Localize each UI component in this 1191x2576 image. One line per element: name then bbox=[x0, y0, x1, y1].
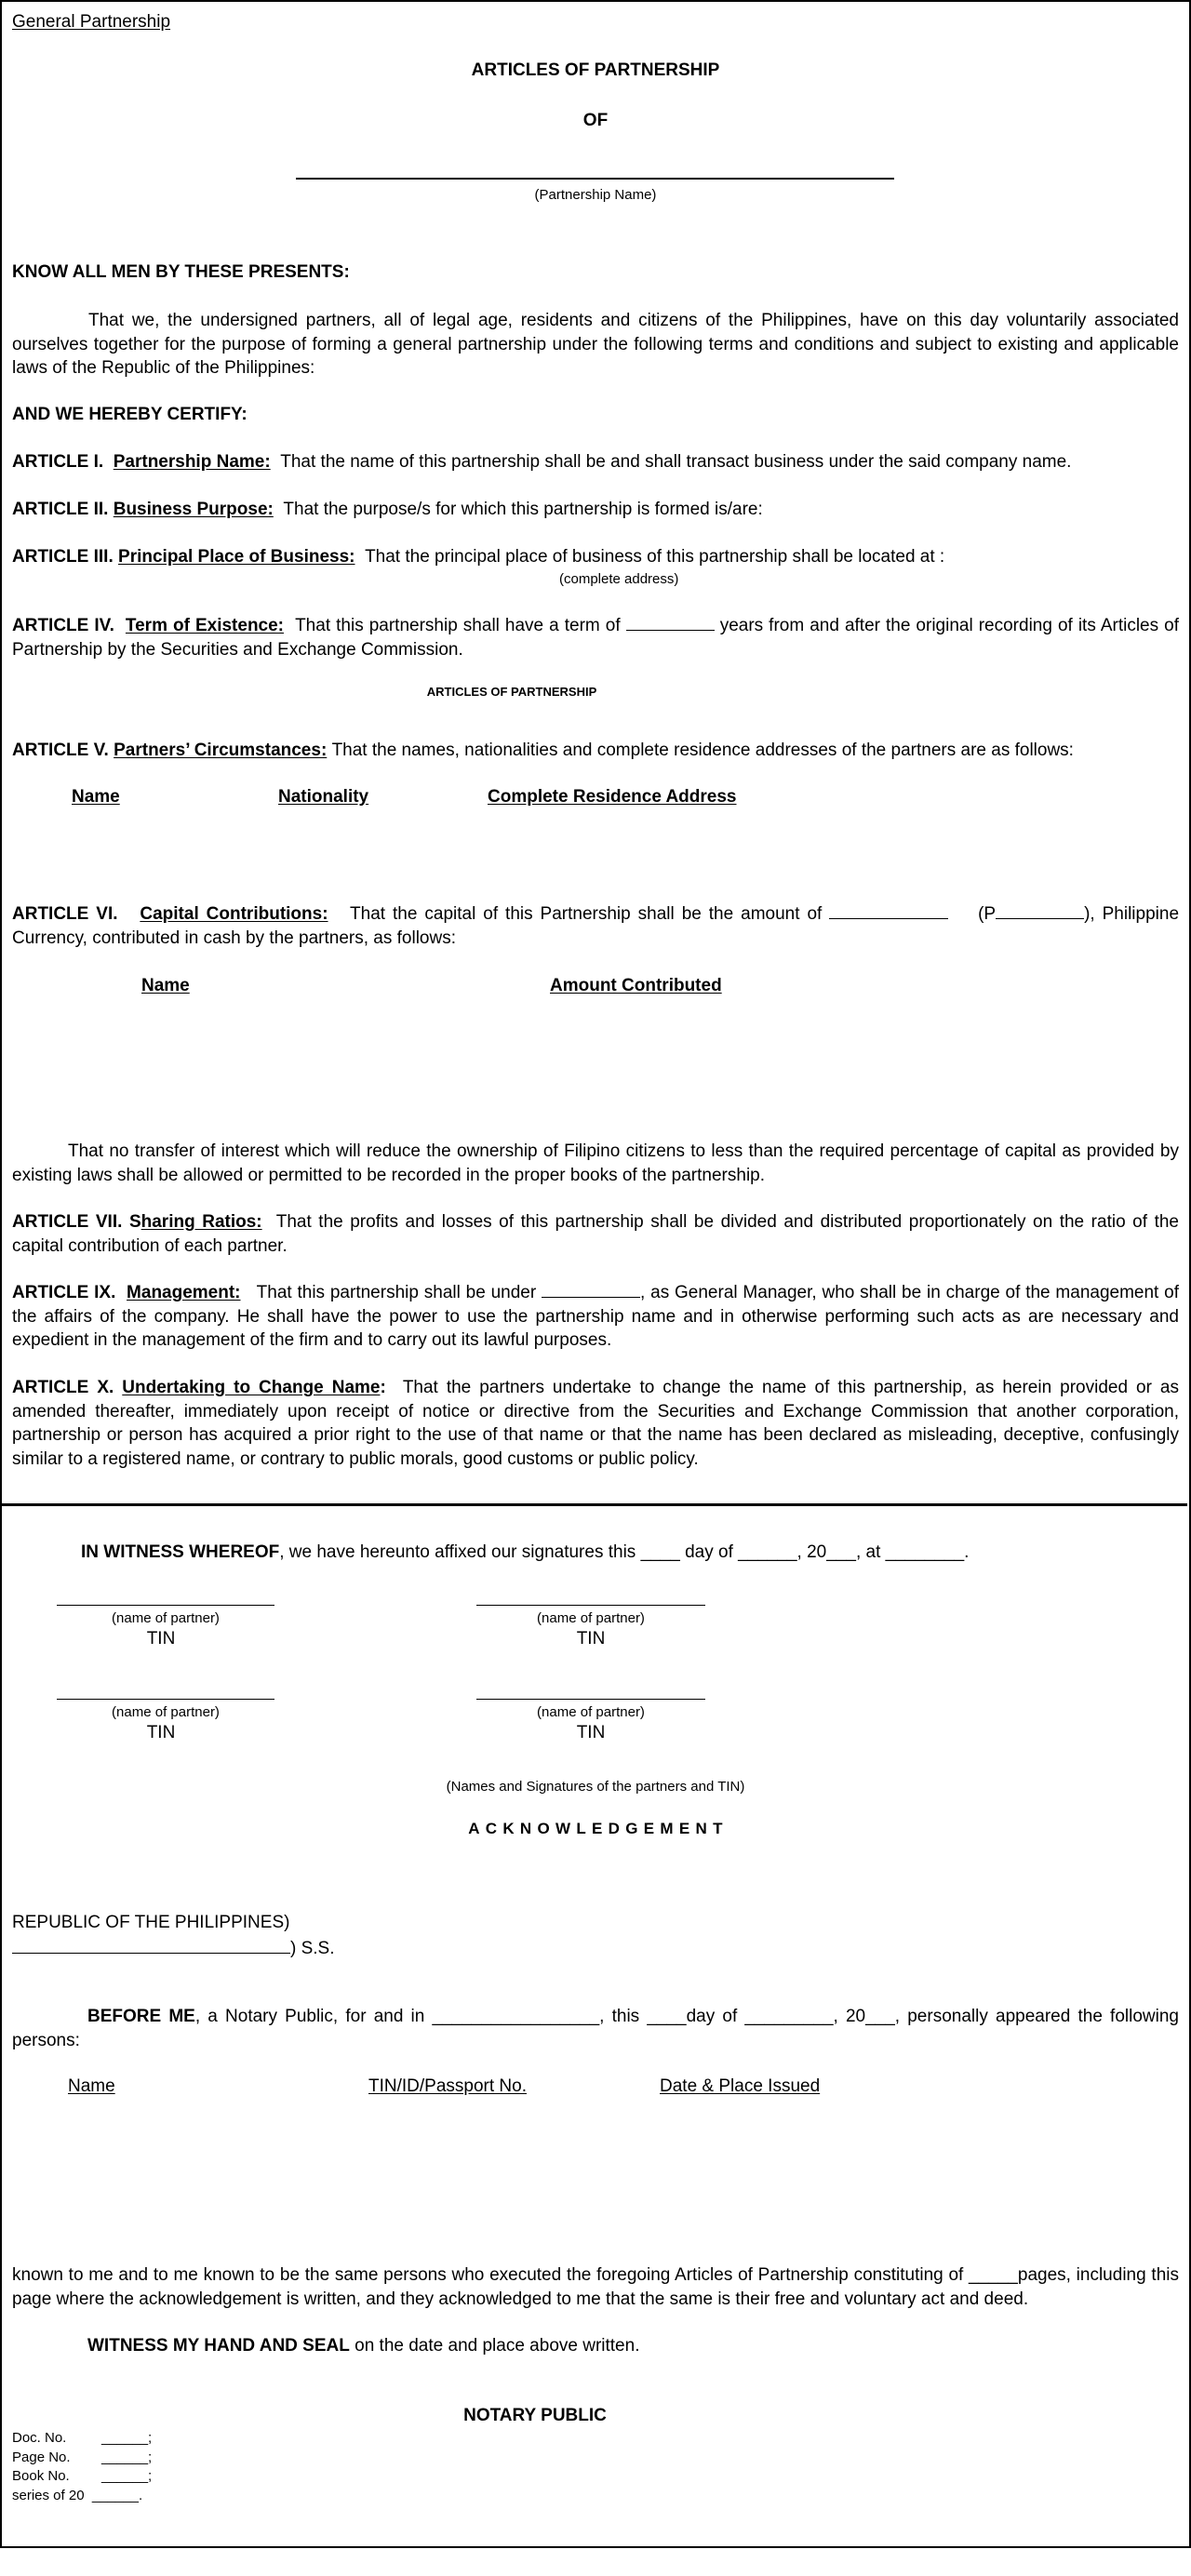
article-4-number: ARTICLE IV. bbox=[12, 616, 114, 635]
partner-name-caption-1: (name of partner) bbox=[112, 1610, 220, 1626]
document-type-label: General Partnership bbox=[12, 12, 171, 32]
witness-hand-seal-lead: WITNESS MY HAND AND SEAL bbox=[87, 2336, 350, 2356]
article-3 bbox=[12, 545, 944, 568]
before-me-lead: BEFORE ME bbox=[87, 2007, 195, 2026]
signature-line-3[interactable] bbox=[57, 1699, 274, 1700]
article-3-number: ARTICLE III. bbox=[12, 547, 114, 567]
record-series-label: series of 20 bbox=[12, 2487, 85, 2503]
article-6-text-before: That the capital of this Partnership shall be the amount of bbox=[350, 904, 823, 924]
article-1-text: That the name of this partnership shall be and shall transact business under the said company name. bbox=[280, 452, 1072, 472]
article-4-text-before: That this partnership shall have a term of bbox=[295, 616, 621, 635]
article-7-text: That the profits and losses of this partnership shall be divided and distributed proportionately on the ratio of the capital contribution of each partner. bbox=[12, 1212, 1179, 1256]
partner-name-caption-3: (name of partner) bbox=[112, 1704, 220, 1720]
partner-tin-4: TIN bbox=[576, 1723, 606, 1742]
record-series-value[interactable]: ______. bbox=[91, 2487, 143, 2503]
section-divider bbox=[0, 1503, 1187, 1506]
partners-col-nationality: Nationality bbox=[278, 787, 369, 807]
partner-name-caption-4: (name of partner) bbox=[537, 1704, 645, 1720]
document-title: ARTICLES OF PARTNERSHIP bbox=[471, 60, 720, 80]
witness-hand-seal bbox=[87, 2334, 639, 2357]
notary-public-label: NOTARY PUBLIC bbox=[463, 2406, 607, 2425]
article-3-title: Principal Place of Business: bbox=[118, 547, 355, 567]
before-me-text: , a Notary Public, for and in _________________, this ____day of _________, 20___, personally appeared the following persons: bbox=[12, 2007, 1179, 2050]
article-10 bbox=[12, 1376, 1179, 1471]
term-years-blank[interactable] bbox=[626, 614, 715, 631]
signature-block-3 bbox=[57, 1699, 274, 1744]
article-9 bbox=[12, 1281, 1179, 1353]
certify-heading: AND WE HEREBY CERTIFY: bbox=[12, 405, 248, 424]
ack-col-name: Name bbox=[68, 2076, 115, 2096]
article-2-number: ARTICLE II. bbox=[12, 500, 109, 519]
capital-col-name: Name bbox=[141, 976, 190, 995]
signature-block-1 bbox=[57, 1605, 274, 1650]
running-header: ARTICLES OF PARTNERSHIP bbox=[426, 685, 597, 699]
document-title-of: OF bbox=[582, 111, 609, 130]
article-9-text-after: , as General Manager, who shall be in charge of the management of the affairs of the company. He shall have the power to use the partnership name and in otherwise performing such acts as are necessary and expedient in the management of the firm and to carry out its lawful purposes. bbox=[12, 1283, 1180, 1350]
article-6-title: Capital Contributions: bbox=[140, 904, 328, 924]
witness-hand-seal-text: on the date and place above written. bbox=[349, 2336, 640, 2356]
partnership-name-caption: (Partnership Name) bbox=[534, 187, 657, 203]
preamble-heading: KNOW ALL MEN BY THESE PRESENTS: bbox=[12, 262, 350, 282]
article-5 bbox=[12, 739, 1074, 762]
article-2 bbox=[12, 498, 763, 521]
venue-city-blank[interactable] bbox=[12, 1935, 290, 1954]
general-manager-blank[interactable] bbox=[542, 1281, 640, 1298]
article-2-title: Business Purpose: bbox=[113, 500, 274, 519]
known-clause: known to me and to me known to be the same persons who executed the foregoing Articles of Partnership constituting of _____pages, including this page where the acknowledgement is written, and they acknowledged to me that the same is their free and voluntary act and deed. bbox=[12, 2265, 1179, 2309]
article-4 bbox=[12, 614, 1179, 661]
venue-city bbox=[12, 1935, 335, 1960]
partners-col-name: Name bbox=[72, 787, 120, 807]
partner-tin-1: TIN bbox=[146, 1629, 176, 1648]
partnership-name-line[interactable] bbox=[296, 178, 894, 180]
article-3-text: That the principal place of business of this partnership shall be located at : bbox=[365, 547, 945, 567]
record-series bbox=[12, 2487, 152, 2506]
article-7-number: ARTICLE VII. bbox=[12, 1212, 123, 1232]
article-7-title: haring Ratios: bbox=[141, 1212, 262, 1232]
record-page-label: Page No. bbox=[12, 2449, 71, 2465]
signature-line-1[interactable] bbox=[57, 1605, 274, 1606]
ack-col-id: TIN/ID/Passport No. bbox=[368, 2076, 527, 2096]
article-10-text: That the partners undertake to change the name of this partnership, as herein provided or as amended thereafter, immediately upon receipt of notice or directive from the Securities and Exchange Commission that another corporation, partnership or person has acquired a prior right to the use of that name or that the name has been declared as misleading, deceptive, confusingly similar to a registered name, or contrary to public morals, good customs or public policy. bbox=[12, 1378, 1179, 1469]
acknowledgement-title: ACKNOWLEDGEMENT bbox=[468, 1820, 729, 1837]
record-page-value[interactable]: ______; bbox=[101, 2449, 153, 2465]
partner-tin-2: TIN bbox=[576, 1629, 606, 1648]
signature-line-4[interactable] bbox=[476, 1699, 705, 1700]
record-book-value[interactable]: ______; bbox=[101, 2468, 153, 2484]
record-doc-value[interactable]: ______; bbox=[101, 2430, 153, 2446]
article-2-text: That the purpose/s for which this partnership is formed is/are: bbox=[283, 500, 763, 519]
witness-text: , we have hereunto affixed our signatures this ____ day of ______, 20___, at ________. bbox=[279, 1542, 970, 1562]
article-5-text: That the names, nationalities and complete residence addresses of the partners are as follows: bbox=[331, 741, 1074, 760]
article-5-number: ARTICLE V. bbox=[12, 741, 109, 760]
transfer-clause: That no transfer of interest which will reduce the ownership of Filipino citizens to less than the required percentage of capital as provided by existing laws shall be allowed or permitted to be recorded in the proper books of the partnership. bbox=[12, 1141, 1179, 1185]
venue-country: REPUBLIC OF THE PHILIPPINES) bbox=[12, 1913, 290, 1932]
record-book-no bbox=[12, 2467, 152, 2487]
article-6-number: ARTICLE VI. bbox=[12, 904, 118, 924]
preamble-body: That we, the undersigned partners, all of legal age, residents and citizens of the Philippines, have on this day voluntarily associated ourselves together for the purpose of forming a general partnership under the following terms and conditions and subject to existing and applicable laws of the Republic of the Philippines: bbox=[12, 311, 1179, 378]
record-doc-label: Doc. No. bbox=[12, 2430, 67, 2446]
venue-ss: ) S.S. bbox=[290, 1939, 335, 1958]
article-10-number: ARTICLE X. bbox=[12, 1378, 114, 1397]
article-9-text-before: That this partnership shall be under bbox=[256, 1283, 537, 1302]
article-4-text-after: years from and after the original recording of its Articles of Partnership by the Securities and Exchange Commission. bbox=[12, 616, 1179, 660]
witness-lead: IN WITNESS WHEREOF bbox=[81, 1542, 280, 1562]
article-10-colon: : bbox=[380, 1378, 386, 1397]
partner-name-caption-2: (name of partner) bbox=[537, 1610, 645, 1626]
witness-clause bbox=[81, 1541, 969, 1564]
partners-col-address: Complete Residence Address bbox=[488, 787, 737, 807]
record-page-no bbox=[12, 2449, 152, 2468]
signature-block-2 bbox=[476, 1605, 705, 1650]
signature-block-4 bbox=[476, 1699, 705, 1744]
capital-amount-figures-blank[interactable] bbox=[996, 902, 1084, 919]
record-doc-no bbox=[12, 2429, 152, 2449]
address-caption: (complete address) bbox=[559, 571, 679, 587]
article-10-title: Undertaking to Change Name bbox=[122, 1378, 381, 1397]
article-6 bbox=[12, 902, 1179, 950]
article-5-title: Partners’ Circumstances: bbox=[114, 741, 328, 760]
article-1-number: ARTICLE I. bbox=[12, 452, 104, 472]
article-1 bbox=[12, 450, 1071, 474]
partner-tin-3: TIN bbox=[146, 1723, 176, 1742]
notarial-record bbox=[12, 2429, 152, 2505]
article-6-text-after: ), Philippine Currency, contributed in cash by the partners, as follows: bbox=[12, 904, 1180, 948]
article-9-number: ARTICLE IX. bbox=[12, 1283, 116, 1302]
article-4-title: Term of Existence: bbox=[125, 616, 285, 635]
record-book-label: Book No. bbox=[12, 2468, 70, 2484]
article-7-title-initial: S bbox=[128, 1212, 141, 1232]
article-9-title: Management: bbox=[127, 1283, 241, 1302]
before-me-clause bbox=[12, 2005, 1179, 2052]
capital-col-amount: Amount Contributed bbox=[550, 976, 722, 995]
article-6-text-mid: (P bbox=[978, 904, 997, 924]
signatures-note: (Names and Signatures of the partners and TIN) bbox=[446, 1779, 745, 1795]
signature-line-2[interactable] bbox=[476, 1605, 705, 1606]
capital-amount-words-blank[interactable] bbox=[829, 902, 948, 919]
ack-col-date-place: Date & Place Issued bbox=[660, 2076, 821, 2096]
article-1-title: Partnership Name: bbox=[113, 452, 271, 472]
article-7 bbox=[12, 1210, 1179, 1258]
